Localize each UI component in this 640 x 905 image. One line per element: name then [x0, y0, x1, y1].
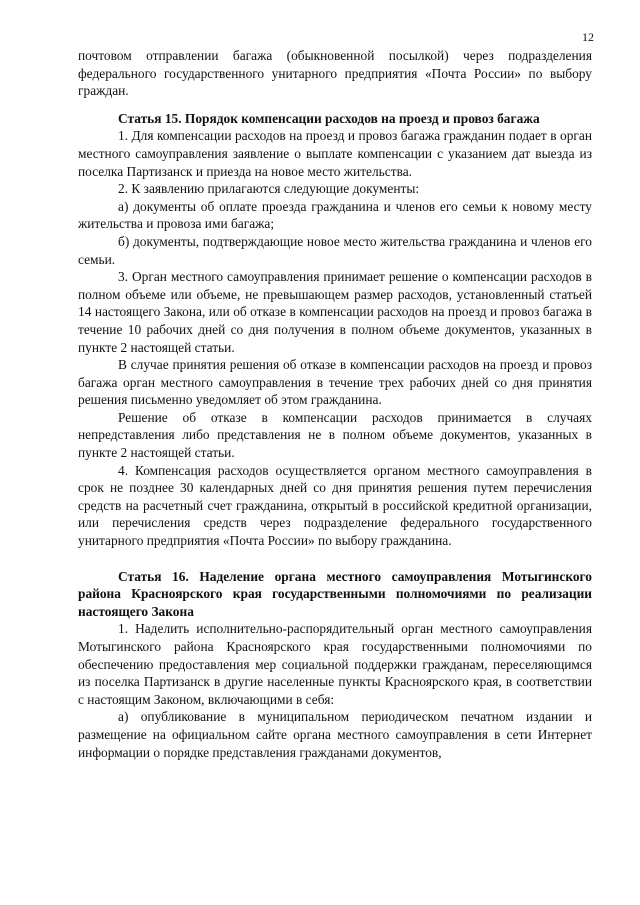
- spacer: [78, 550, 592, 568]
- article-15-paragraph: 3. Орган местного самоуправления принимает решение о компенсации расходов в полном объеме или объеме, не превышающем размер расходов, установленный статьей 14 настоящего Закона, или об отказе в компенсации расходов на проезд и провоз багажа в течение 10 рабочих дней со дня получения в полном объеме документов, указанных в пункте 2 настоящей статьи.: [78, 269, 592, 355]
- document-body: [78, 47, 592, 761]
- article-15-paragraph: а) документы об оплате проезда гражданина и членов его семьи к новому месту жительства и провоза ими багажа;: [78, 198, 592, 232]
- article-15-paragraph: Решение об отказе в компенсации расходов принимается в случаях непредставления либо представления не в полном объеме документов, указанных в пункте 2 настоящей статьи.: [78, 409, 592, 461]
- continuation-paragraph: почтовом отправлении багажа (обыкновенной посылкой) через подразделения федерального государственного унитарного предприятия «Почта России» по выбору граждан.: [78, 48, 592, 99]
- article-16-heading: Статья 16. Наделение органа местного самоуправления Мотыгинского района Красноярского края государственными полномочиями по реализации настоящего Закона: [78, 568, 592, 619]
- article-15-paragraph: 2. К заявлению прилагаются следующие документы:: [118, 181, 420, 197]
- article-16-paragraph: 1. Наделить исполнительно-распорядительный орган местного самоуправления Мотыгинского района Красноярского края государственными полномочиями по обеспечению предоставления мер социальной поддержки гражданам, переселяющимся из поселка Партизанск в другие населенные пункты Красноярского края, в соответствии с настоящим Законом, включающими в себя:: [78, 621, 592, 707]
- article-15-heading: Статья 15. Порядок компенсации расходов на проезд и провоз багажа: [118, 110, 540, 126]
- spacer: [78, 100, 592, 110]
- article-15-paragraph: 4. Компенсация расходов осуществляется органом местного самоуправления в срок не позднее 30 календарных дней со дня принятия решения путем перечисления средств на расчетный счет гражданина, открытый в российской кредитной организации, или перечисления средств через подразделение федерального государственного унитарного предприятия «Почта России» по выбору гражданина.: [78, 462, 592, 549]
- article-15-paragraph: 1. Для компенсации расходов на проезд и провоз багажа гражданин подает в орган местного самоуправления заявление о выплате компенсации с указанием дат выезда из поселка Партизанск и приезда на новое место жительства.: [78, 128, 592, 179]
- article-15-paragraph: б) документы, подтверждающие новое место жительства гражданина и членов его семьи.: [78, 233, 592, 267]
- article-15-paragraph: В случае принятия решения об отказе в компенсации расходов на проезд и провоз багажа орган местного самоуправления в течение трех рабочих дней со дня принятия решения письменно уведомляет об этом гражданина.: [78, 357, 592, 408]
- page-number: 12: [582, 30, 594, 44]
- article-16-paragraph: а) опубликование в муниципальном периодическом печатном издании и размещение на официальном сайте органа местного самоуправления в сети Интернет информации о порядке представления гражданами документов,: [78, 709, 592, 760]
